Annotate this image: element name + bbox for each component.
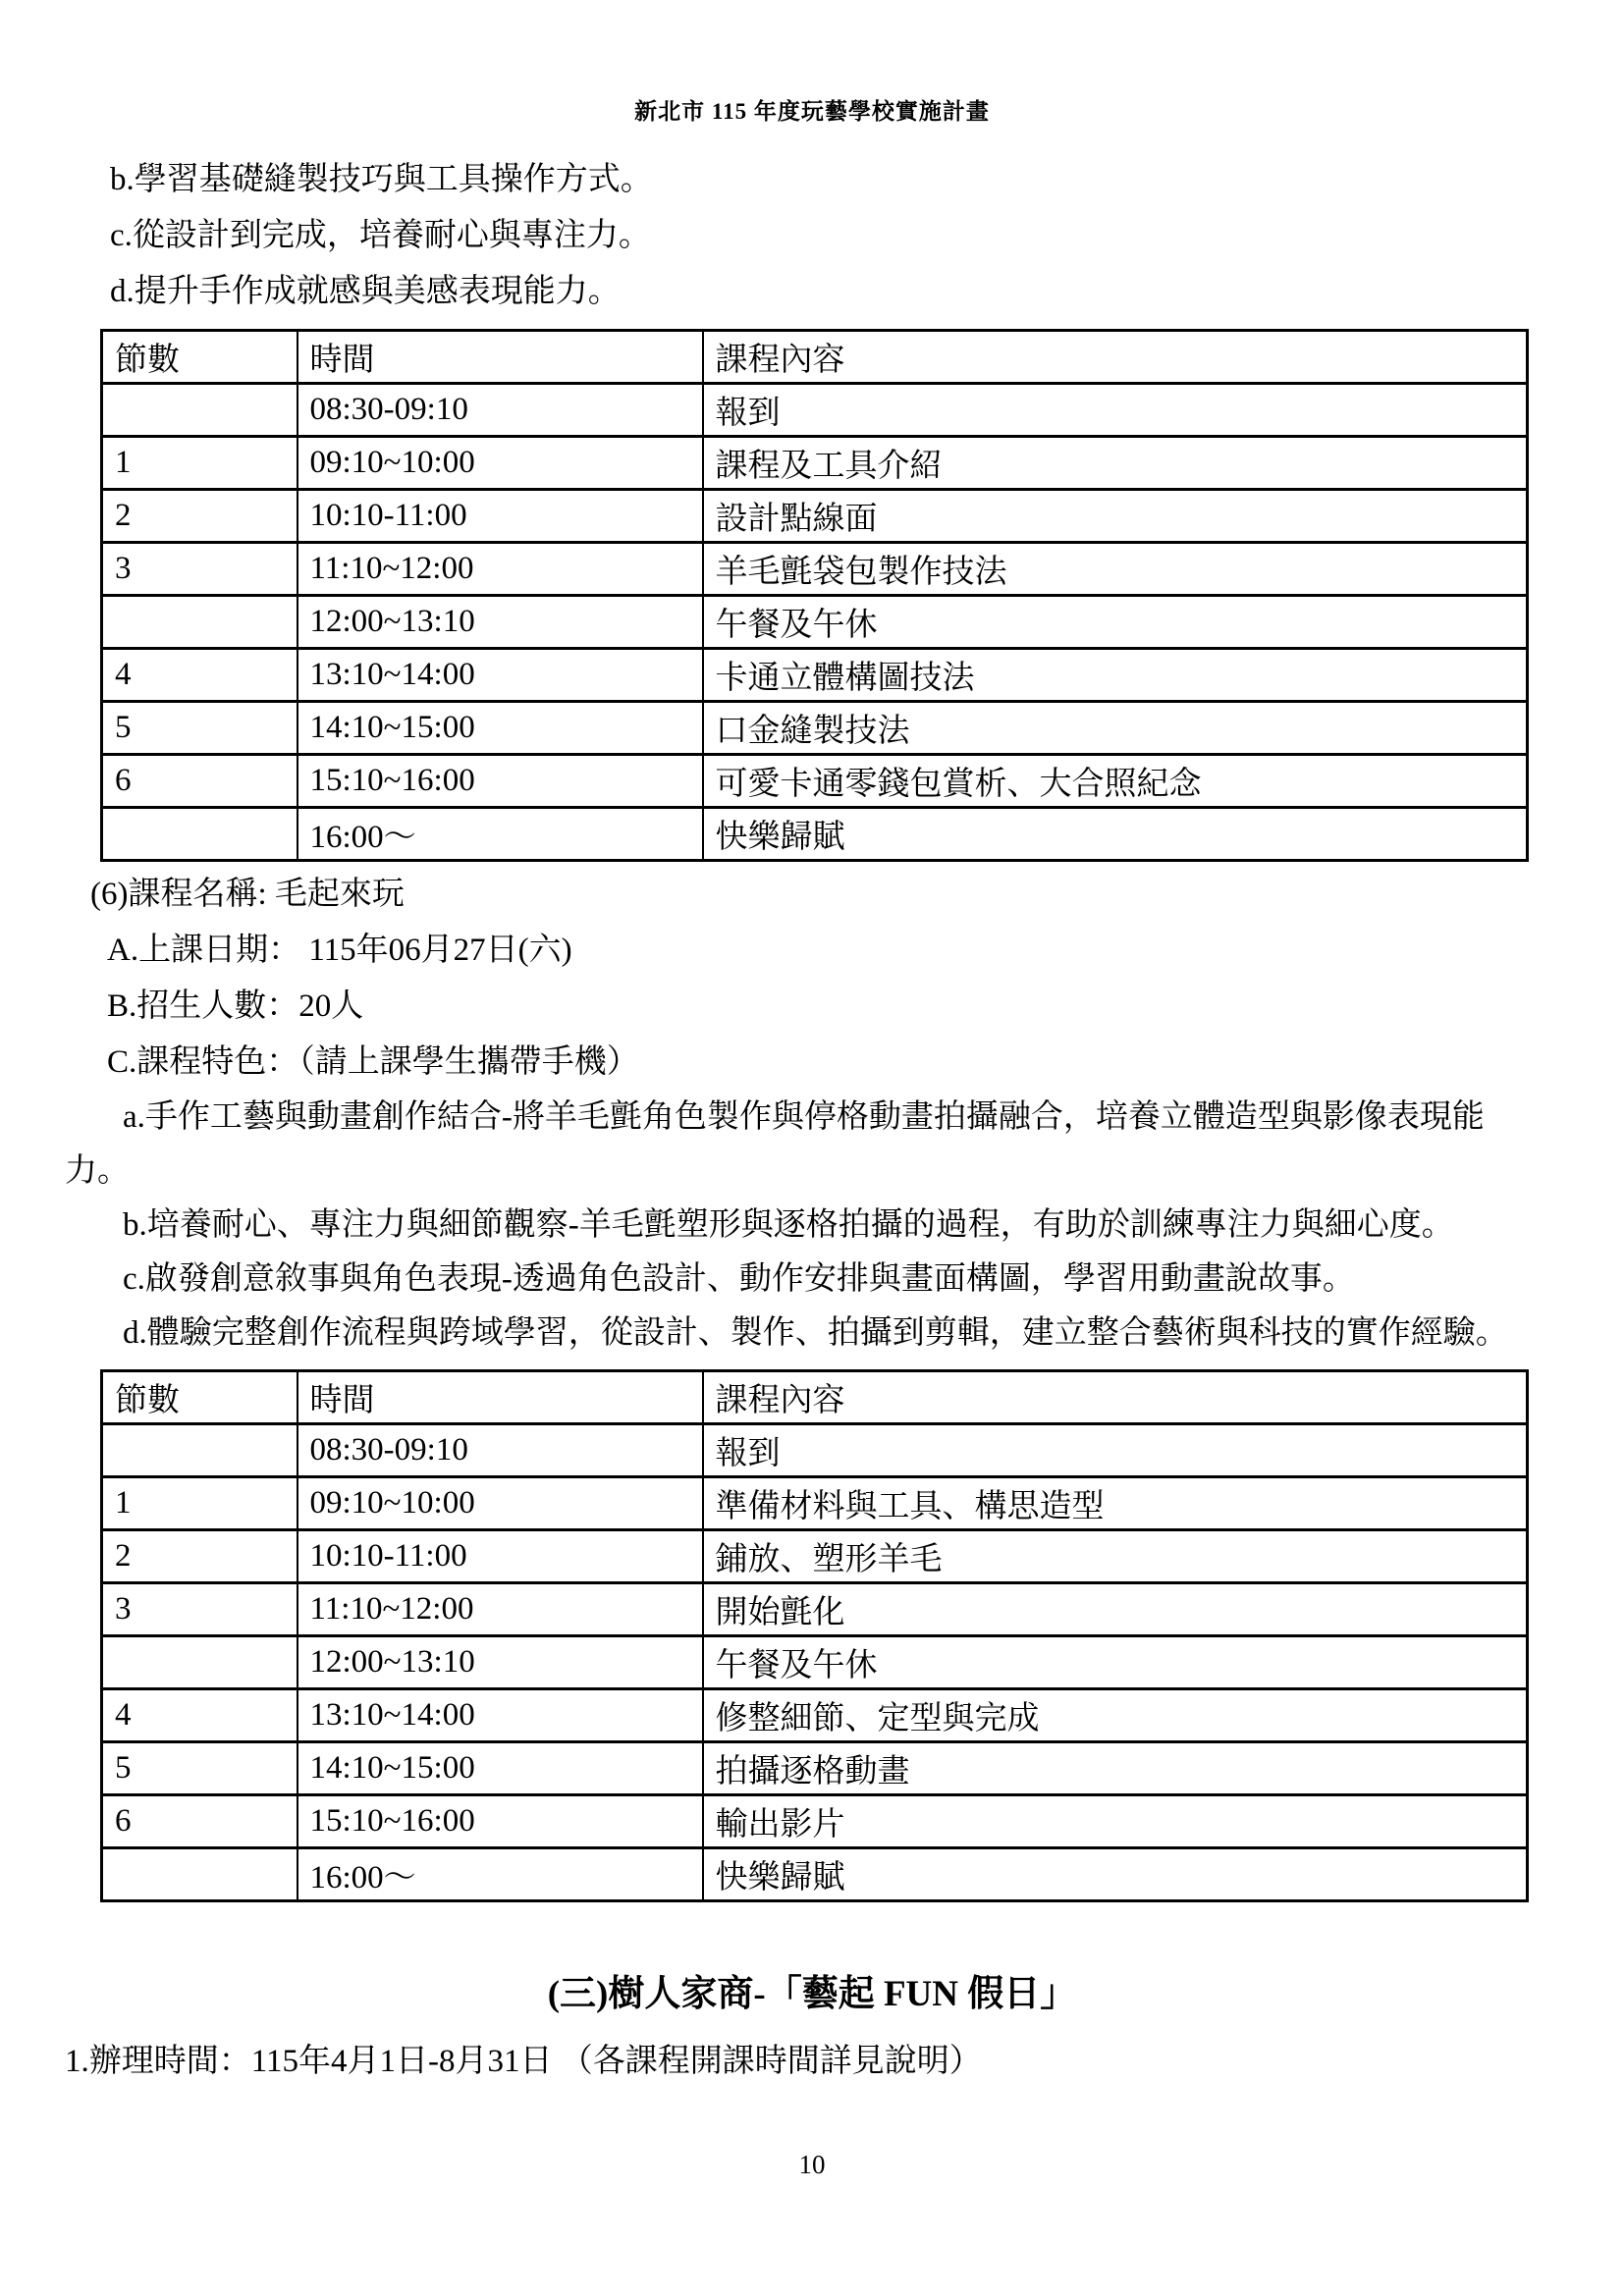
course-6-feature-label: C.課程特色：（請上課學生攜帶手機）	[107, 1044, 639, 1080]
cell-time: 10:10-11:00	[298, 1530, 703, 1583]
cell-content: 羊毛氈袋包製作技法	[703, 543, 1528, 596]
cell-period: 5	[102, 1742, 298, 1795]
cell-period: 6	[102, 1795, 298, 1848]
cell-period: 6	[102, 755, 298, 808]
feature-b: b.培養耐心、專注力與細節觀察-羊毛氈塑形與逐格拍攝的過程，有助於訓練專注力與細心度。	[123, 1207, 1454, 1243]
cell-content: 拍攝逐格動畫	[703, 1742, 1528, 1795]
cell-content: 報到	[703, 384, 1528, 437]
goal-item-c: c.從設計到完成，培養耐心與專注力。	[110, 218, 651, 253]
cell-content: 午餐及午休	[703, 596, 1528, 649]
table-row	[102, 1477, 1528, 1530]
cell-period	[102, 596, 298, 649]
cell-period: 5	[102, 702, 298, 755]
cell-content: 快樂歸賦	[703, 1848, 1528, 1901]
table-header-row	[102, 331, 1528, 384]
cell-time: 14:10~15:00	[298, 702, 703, 755]
cell-period: 3	[102, 1583, 298, 1636]
cell-time: 10:10-11:00	[298, 490, 703, 543]
table-row	[102, 543, 1528, 596]
column-header-period: 節數	[102, 1371, 298, 1424]
cell-time: 09:10~10:00	[298, 437, 703, 490]
table-row	[102, 808, 1528, 861]
cell-time: 16:00～	[298, 1848, 703, 1901]
table-row	[102, 649, 1528, 702]
table-row	[102, 1848, 1528, 1901]
cell-content: 修整細節、定型與完成	[703, 1689, 1528, 1742]
table-row	[102, 1636, 1528, 1689]
feature-a-line-2: 力。	[65, 1153, 130, 1189]
column-header-time: 時間	[298, 331, 703, 384]
course-6-date: A.上課日期： 115年06月27日(六)	[107, 933, 572, 968]
cell-period: 2	[102, 490, 298, 543]
cell-content: 課程及工具介紹	[703, 437, 1528, 490]
course-6-capacity: B.招生人數：20人	[107, 988, 364, 1024]
feature-a-line-1: a.手作工藝與動畫創作結合-將羊毛氈角色製作與停格動畫拍攝融合，培養立體造型與影像表現能	[123, 1099, 1485, 1135]
table-row	[102, 1530, 1528, 1583]
cell-period: 4	[102, 649, 298, 702]
column-header-period: 節數	[102, 331, 298, 384]
cell-period: 3	[102, 543, 298, 596]
goal-item-b: b.學習基礎縫製技巧與工具操作方式。	[110, 162, 653, 197]
page-number: 10	[798, 2150, 826, 2179]
goal-list	[65, 152, 1559, 320]
cell-period: 1	[102, 437, 298, 490]
cell-content: 卡通立體構圖技法	[703, 649, 1528, 702]
cell-content: 午餐及午休	[703, 1636, 1528, 1689]
cell-time: 11:10~12:00	[298, 543, 703, 596]
cell-content: 開始氈化	[703, 1583, 1528, 1636]
cell-time: 12:00~13:10	[298, 1636, 703, 1689]
schedule-table-2	[100, 1369, 1529, 1902]
table-row	[102, 1742, 1528, 1795]
cell-content: 口金縫製技法	[703, 702, 1528, 755]
cell-time: 09:10~10:00	[298, 1477, 703, 1530]
column-header-content: 課程內容	[703, 1371, 1528, 1424]
cell-content: 快樂歸賦	[703, 808, 1528, 861]
cell-time: 13:10~14:00	[298, 1689, 703, 1742]
cell-content: 設計點線面	[703, 490, 1528, 543]
goal-item-d: d.提升手作成就感與美感表現能力。	[110, 274, 621, 309]
cell-time: 15:10~16:00	[298, 1795, 703, 1848]
cell-content: 輸出影片	[703, 1795, 1528, 1848]
cell-period	[102, 808, 298, 861]
course-6-title: (6)課程名稱: 毛起來玩	[90, 877, 405, 912]
cell-content: 準備材料與工具、構思造型	[703, 1477, 1528, 1530]
cell-time: 16:00～	[298, 808, 703, 861]
cell-time: 15:10~16:00	[298, 755, 703, 808]
cell-content: 報到	[703, 1424, 1528, 1477]
table-row	[102, 755, 1528, 808]
cell-content: 鋪放、塑形羊毛	[703, 1530, 1528, 1583]
section-3-time-line: 1.辦理時間：115年4月1日-8月31日 （各課程開課時間詳見說明）	[65, 2044, 982, 2079]
table-header-row	[102, 1371, 1528, 1424]
cell-time: 14:10~15:00	[298, 1742, 703, 1795]
cell-period	[102, 1636, 298, 1689]
cell-period	[102, 384, 298, 437]
column-header-content: 課程內容	[703, 331, 1528, 384]
cell-time: 08:30-09:10	[298, 1424, 703, 1477]
table-row	[102, 1424, 1528, 1477]
table-row	[102, 437, 1528, 490]
table-row	[102, 596, 1528, 649]
feature-c: c.啟發創意敘事與角色表現-透過角色設計、動作安排與畫面構圖，學習用動畫說故事。	[123, 1261, 1355, 1297]
cell-period: 4	[102, 1689, 298, 1742]
table-row	[102, 702, 1528, 755]
cell-period	[102, 1424, 298, 1477]
course-6-section	[65, 867, 1559, 1361]
cell-time: 11:10~12:00	[298, 1583, 703, 1636]
column-header-time: 時間	[298, 1371, 703, 1424]
schedule-table-1	[100, 329, 1529, 862]
table-row	[102, 1583, 1528, 1636]
cell-period: 1	[102, 1477, 298, 1530]
document-header-title: 新北市 115 年度玩藝學校實施計畫	[634, 99, 990, 124]
table-row	[102, 1795, 1528, 1848]
cell-content: 可愛卡通零錢包賞析、大合照紀念	[703, 755, 1528, 808]
cell-time: 13:10~14:00	[298, 649, 703, 702]
cell-period	[102, 1848, 298, 1901]
table-row	[102, 384, 1528, 437]
cell-period: 2	[102, 1530, 298, 1583]
cell-time: 12:00~13:10	[298, 596, 703, 649]
table-row	[102, 1689, 1528, 1742]
table-row	[102, 490, 1528, 543]
cell-time: 08:30-09:10	[298, 384, 703, 437]
feature-d: d.體驗完整創作流程與跨域學習，從設計、製作、拍攝到剪輯，建立整合藝術與科技的實作經驗。	[123, 1315, 1508, 1351]
section-3-heading: (三)樹人家商-「藝起 FUN 假日」	[547, 1974, 1077, 2014]
